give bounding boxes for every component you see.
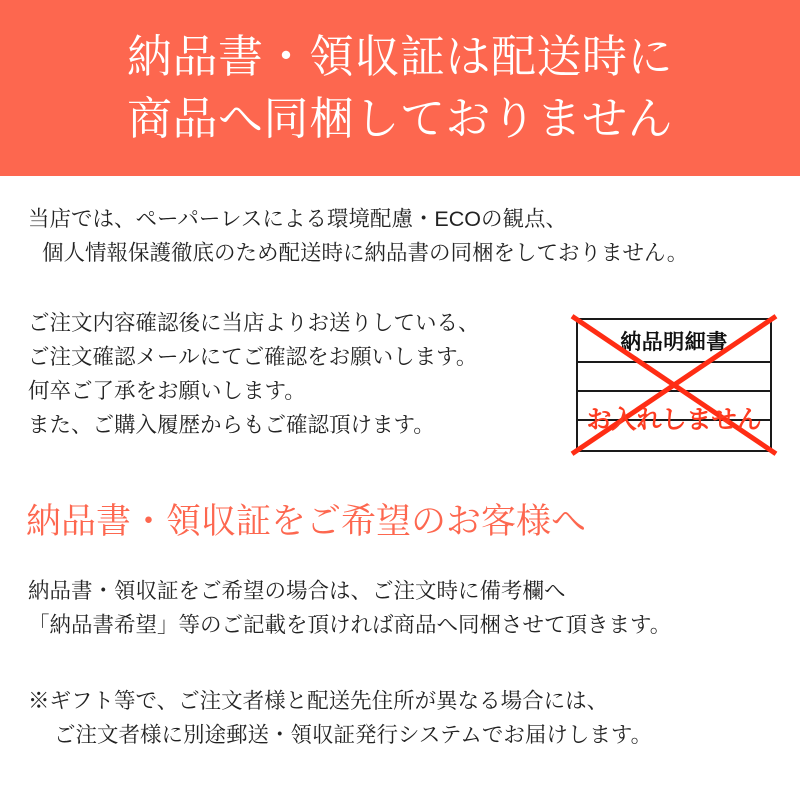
intro-paragraph (28, 202, 688, 270)
section-subheading: 納品書・領収証をご希望のお客様へ (26, 502, 587, 541)
banner-line-2: 商品へ同梱しておりません (126, 93, 673, 144)
middle-line-3: 何卒ご了承をお願いします。 (28, 379, 306, 403)
header-banner (0, 0, 800, 176)
intro-line-1: 当店では、ペーパーレスによる環境配慮・ECOの観点、 (28, 207, 567, 231)
invoice-stamp-text: お入れしません (586, 406, 762, 434)
invoice-crossed-out-graphic (576, 318, 772, 452)
middle-line-2: ご注文確認メールにてご確認をお願いします。 (28, 345, 478, 369)
intro-line-2: 個人情報保護徹底のため配送時に納品書の同梱をしておりません。 (42, 241, 689, 265)
request-line-1: 納品書・領収証をご希望の場合は、ご注文時に備考欄へ (28, 579, 566, 603)
gift-note-line-2: ご注文者様に別途郵送・領収証発行システムでお届けします。 (54, 723, 653, 747)
invoice-rule-1 (576, 361, 772, 363)
invoice-rule-2 (576, 390, 772, 392)
notice-body (0, 176, 800, 800)
request-line-2: 「納品書希望」等のご記載を頂ければ商品へ同梱させて頂きます。 (28, 613, 672, 637)
invoice-title: 納品明細書 (620, 331, 728, 354)
middle-line-1: ご注文内容確認後に当店よりお送りしている、 (28, 311, 480, 335)
middle-paragraph (28, 306, 480, 442)
request-paragraph (28, 574, 671, 642)
gift-note-line-1: ※ギフト等で、ご注文者様と配送先住所が異なる場合には、 (28, 689, 609, 713)
gift-note-paragraph (28, 684, 652, 752)
banner-line-1: 納品書・領収証は配送時に (126, 31, 673, 82)
middle-line-4: また、ご購入履歴からもご確認頂けます。 (28, 413, 435, 437)
